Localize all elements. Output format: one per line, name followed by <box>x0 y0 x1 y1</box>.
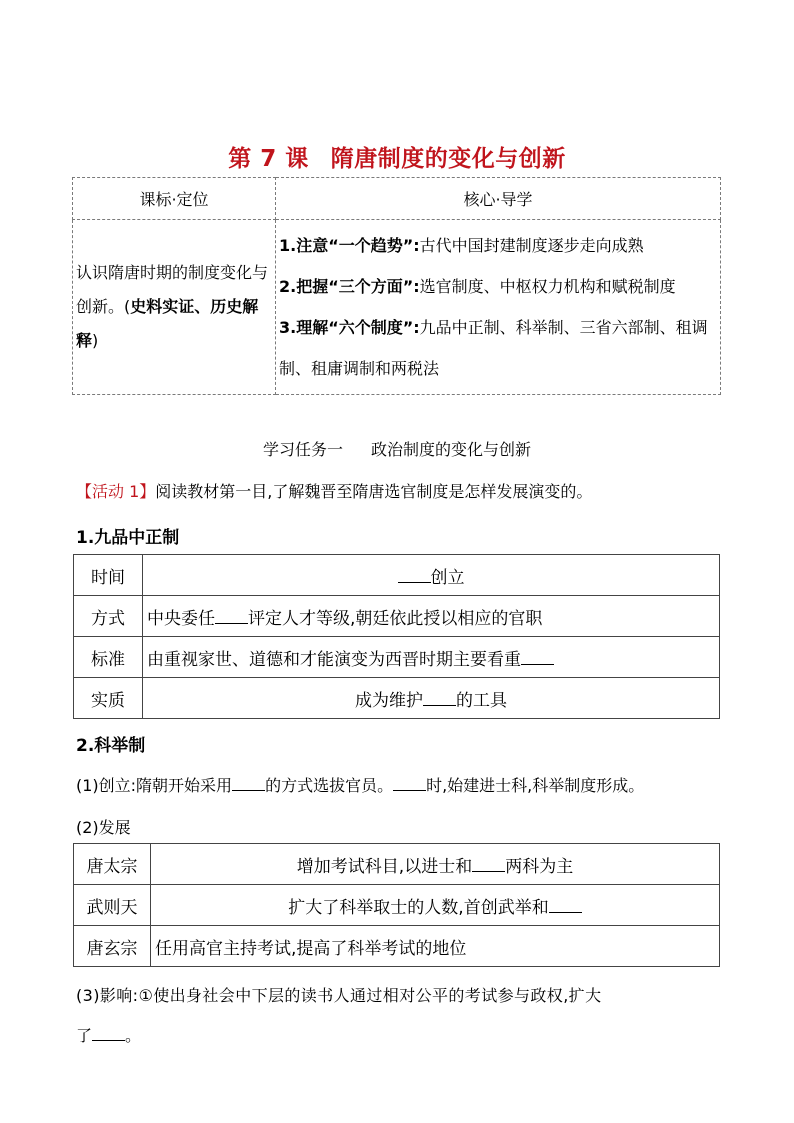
core-point: 1.注意“一个趋势”:古代中国封建制度逐步走向成熟 <box>279 236 644 255</box>
keju-origin: (1)创立:隋朝开始采用 的方式选拔官员。 时,始建进士科,科举制度形成。 <box>76 776 645 795</box>
section-heading-jiupin: 1.九品中正制 <box>76 528 180 548</box>
core-point: 2.把握“三个方面”:选官制度、中枢权力机构和赋税制度 <box>279 277 676 296</box>
jiupin-table <box>73 554 720 719</box>
lesson-number: 第 7 课 <box>228 146 309 172</box>
core-guide-header: 核心·导学 <box>276 178 721 220</box>
curriculum-table <box>72 177 721 395</box>
activity-instruction: 【活动 1】阅读教材第一目,了解魏晋至隋唐选官制度是怎样发展演变的。 <box>76 482 593 501</box>
fill-blank[interactable] <box>393 775 426 791</box>
keju-develop-label: (2)发展 <box>76 818 131 837</box>
fill-blank[interactable] <box>92 1025 125 1041</box>
task-heading: 学习任务一 政治制度的变化与创新 <box>262 440 532 459</box>
lesson-name: 隋唐制度的变化与创新 <box>330 146 566 172</box>
fill-blank[interactable] <box>472 856 505 872</box>
activity-tag: 【活动 1】 <box>76 482 156 501</box>
fill-blank[interactable] <box>215 608 248 624</box>
fill-blank[interactable] <box>232 775 265 791</box>
keju-table <box>73 843 720 967</box>
table-row: 时间 创立 <box>74 555 720 596</box>
table-row: 唐太宗 增加考试科目,以进士和 两科为主 <box>74 844 720 885</box>
fill-blank[interactable] <box>549 897 582 913</box>
core-point: 3.理解“六个制度”:九品中正制、科举制、三省六部制、租调制、租庸调制和两税法 <box>279 318 708 378</box>
curriculum-standard: 认识隋唐时期的制度变化与创新。(史料实证、历史解释) <box>73 220 276 395</box>
keju-impact-line1: (3)影响:①使出身社会中下层的读书人通过相对公平的考试参与政权,扩大 <box>76 986 602 1005</box>
fill-blank[interactable] <box>521 649 554 665</box>
table-row: 方式 中央委任 评定人才等级,朝廷依此授以相应的官职 <box>74 596 720 637</box>
fill-blank[interactable] <box>398 567 431 583</box>
table-row: 实质 成为维护 的工具 <box>74 678 720 719</box>
fill-blank[interactable] <box>423 690 456 706</box>
section-heading-keju: 2.科举制 <box>76 736 146 756</box>
table-row: 标准 由重视家世、道德和才能演变为西晋时期主要看重 <box>74 637 720 678</box>
table-row: 武则天 扩大了科举取士的人数,首创武举和 <box>74 885 720 926</box>
core-points <box>276 220 721 395</box>
curriculum-header: 课标·定位 <box>73 178 276 220</box>
table-row: 唐玄宗 任用高官主持考试,提高了科举考试的地位 <box>74 926 720 967</box>
lesson-title <box>0 143 794 175</box>
keju-impact-line2: 了 。 <box>76 1026 142 1045</box>
